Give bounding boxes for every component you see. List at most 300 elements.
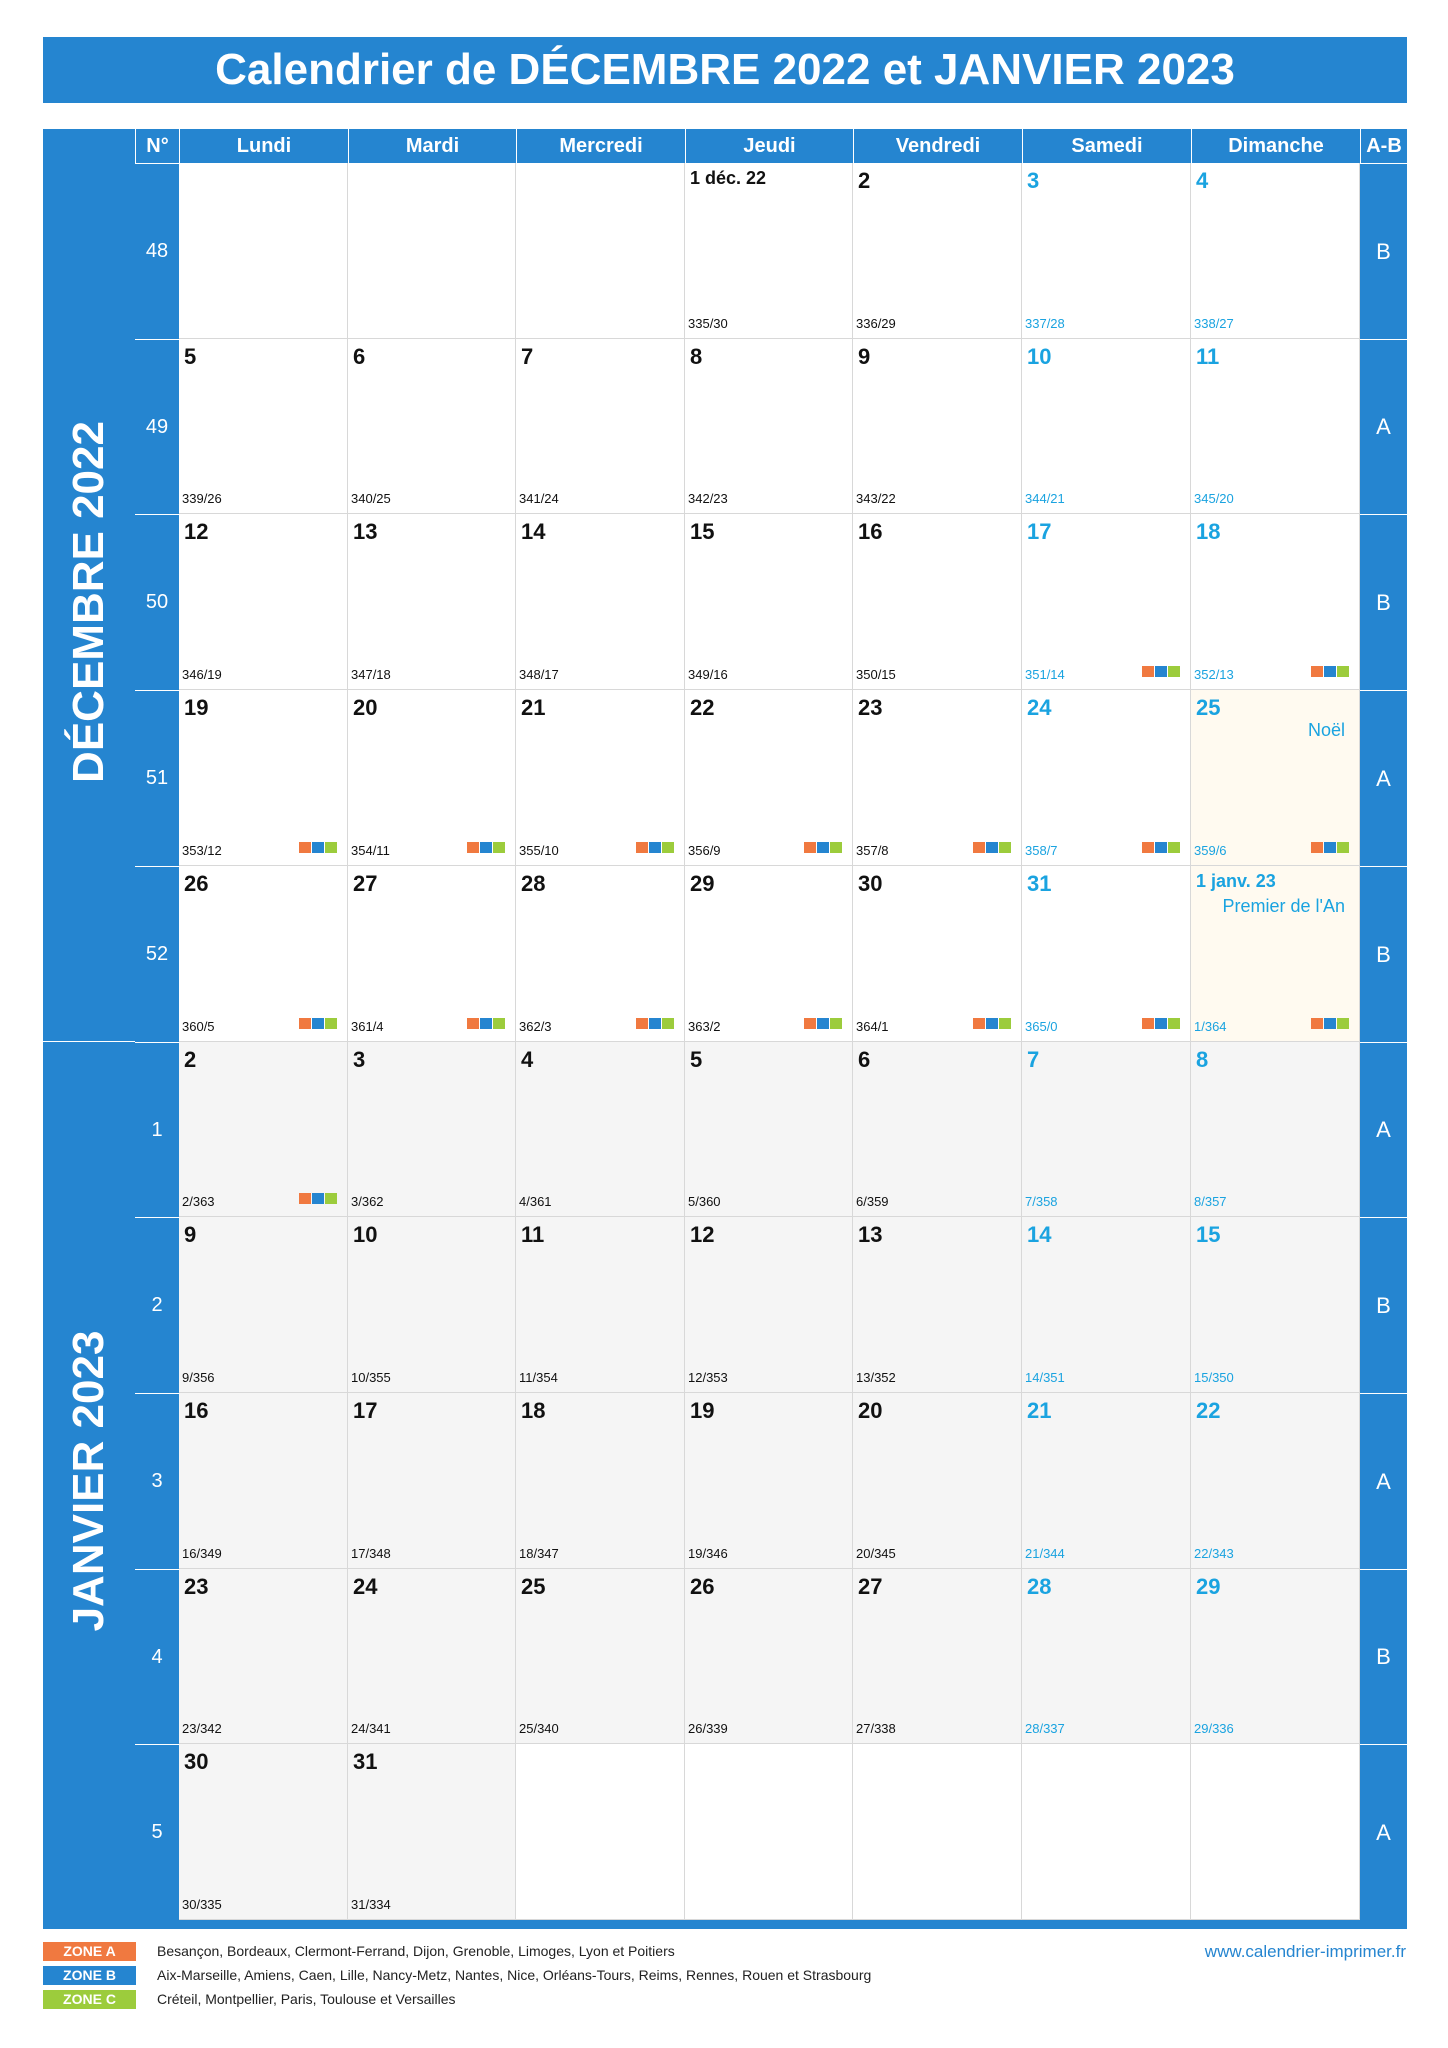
month-band-january [43,1041,135,1920]
zone-c-square [830,1018,842,1029]
day-of-year-counter: 26/339 [688,1721,728,1736]
day-of-year-counter: 4/361 [519,1194,552,1209]
zone-a-square [1311,842,1323,853]
day-cell [1022,1393,1191,1569]
day-cell [853,866,1022,1042]
day-cell [516,1217,685,1393]
school-holiday-zones-marker [467,1018,505,1029]
header-corner [43,129,135,163]
day-cell [179,1042,348,1217]
week-number: 4 [135,1569,179,1744]
day-number: 18 [1196,519,1221,544]
day-number: 5 [690,1047,703,1072]
school-holiday-zones-marker [636,842,674,853]
ab-week-type: A [1360,1744,1407,1920]
day-of-year-counter: 1/364 [1194,1019,1227,1034]
school-holiday-zones-marker [1311,842,1349,853]
zone-c-square [493,1018,505,1029]
website-link[interactable]: www.calendrier-imprimer.fr [1204,1942,1406,1961]
day-number: 17 [353,1398,378,1423]
day-number: 8 [690,344,703,369]
day-number: 15 [1196,1222,1221,1247]
day-number: 24 [353,1574,378,1599]
zone-b-square [649,842,661,853]
day-cell [1191,690,1360,866]
day-cell [179,690,348,866]
day-cell [1022,514,1191,690]
zone-a-square [1311,1018,1323,1029]
day-number: 21 [1027,1398,1052,1423]
zone-b-square [1324,666,1336,677]
zone-c-square [999,1018,1011,1029]
day-of-year-counter: 15/350 [1194,1370,1234,1385]
day-number: 18 [521,1398,546,1423]
day-cell [1022,1217,1191,1393]
zone-a-square [804,1018,816,1029]
day-of-year-counter: 17/348 [351,1546,391,1561]
day-of-year-counter: 28/337 [1025,1721,1065,1736]
calendar-grid [43,129,1407,1920]
day-of-year-counter: 353/12 [182,843,222,858]
zone-c-square [325,1193,337,1204]
day-number: 30 [184,1749,209,1774]
school-holiday-zones-marker [1311,1018,1349,1029]
zone-c-square [325,1018,337,1029]
day-of-year-counter: 30/335 [182,1897,222,1912]
zone-a-square [299,842,311,853]
zone-c-square [493,842,505,853]
day-cell [853,690,1022,866]
holiday-name: Premier de l'An [1222,896,1345,916]
day-of-year-counter: 19/346 [688,1546,728,1561]
day-of-year-counter: 338/27 [1194,316,1234,331]
day-of-year-counter: 345/20 [1194,491,1234,506]
day-of-year-counter: 361/4 [351,1019,384,1034]
day-of-year-counter: 9/356 [182,1370,215,1385]
day-cell [516,690,685,866]
zone-b-square [312,1018,324,1029]
empty-day-cell [516,1744,685,1920]
header-day: Mercredi [516,129,685,163]
day-cell [516,1393,685,1569]
day-cell [516,514,685,690]
zone-a-row [43,1940,943,1964]
day-number: 3 [1027,168,1040,193]
day-number: 30 [858,871,883,896]
day-number: 6 [353,344,366,369]
week-number: 2 [135,1217,179,1393]
empty-day-cell [1191,1744,1360,1920]
header-week-number: N° [135,129,179,163]
day-cell [179,1393,348,1569]
day-cell [685,690,853,866]
day-number: 29 [1196,1574,1221,1599]
day-number: 7 [521,344,534,369]
zone-b-square [817,1018,829,1029]
day-cell [853,1393,1022,1569]
zone-a-square [1311,666,1323,677]
ab-week-type: A [1360,1042,1407,1217]
day-of-year-counter: 346/19 [182,667,222,682]
day-cell [179,1217,348,1393]
school-holiday-zones-marker [1142,666,1180,677]
zone-b-badge: ZONE B [43,1966,136,1985]
day-of-year-counter: 3/362 [351,1194,384,1209]
day-number: 31 [1027,871,1052,896]
day-cell [348,1393,516,1569]
day-of-year-counter: 22/343 [1194,1546,1234,1561]
day-number: 26 [184,871,209,896]
day-cell [516,1569,685,1744]
day-cell [1191,163,1360,339]
day-cell [685,339,853,514]
day-of-year-counter: 365/0 [1025,1019,1058,1034]
day-of-year-counter: 18/347 [519,1546,559,1561]
week-number: 52 [135,866,179,1042]
zone-a-square [299,1018,311,1029]
day-cell [853,1569,1022,1744]
day-number: 16 [858,519,883,544]
month-label: JANVIER 2023 [64,1330,113,1632]
day-cell [179,1569,348,1744]
day-number: 12 [184,519,209,544]
zone-c-square [999,842,1011,853]
day-number: 3 [353,1047,366,1072]
school-holiday-zones-marker [467,842,505,853]
empty-day-cell [853,1744,1022,1920]
day-cell [685,1217,853,1393]
ab-week-type: B [1360,514,1407,690]
day-of-year-counter: 335/30 [688,316,728,331]
zone-a-square [804,842,816,853]
school-holiday-zones-marker [636,1018,674,1029]
day-number: 13 [353,519,378,544]
day-of-year-counter: 364/1 [856,1019,889,1034]
day-cell [1022,163,1191,339]
header-day: Samedi [1022,129,1191,163]
zone-a-square [1142,666,1154,677]
ab-week-type: A [1360,690,1407,866]
zone-b-square [1155,842,1167,853]
day-of-year-counter: 7/358 [1025,1194,1058,1209]
zone-b-square [1324,842,1336,853]
day-number: 1 janv. 23 [1196,871,1276,891]
day-of-year-counter: 359/6 [1194,843,1227,858]
day-number: 23 [858,695,883,720]
day-number: 13 [858,1222,883,1247]
day-of-year-counter: 358/7 [1025,843,1058,858]
empty-day-cell [685,1744,853,1920]
day-of-year-counter: 31/334 [351,1897,391,1912]
day-cell [1022,690,1191,866]
day-cell [348,1744,516,1920]
week-number: 50 [135,514,179,690]
day-cell [516,339,685,514]
day-cell [1191,514,1360,690]
day-cell [1191,1569,1360,1744]
day-cell [685,1393,853,1569]
day-number: 24 [1027,695,1052,720]
day-of-year-counter: 350/15 [856,667,896,682]
empty-day-cell [348,163,516,339]
week-number: 48 [135,163,179,339]
day-cell [348,1042,516,1217]
day-cell [179,339,348,514]
zone-b-cities: Aix-Marseille, Amiens, Caen, Lille, Nancy-Metz, Nantes, Nice, Orléans-Tours, Reims, Rennes, Rouen et Strasbourg [157,1967,872,1983]
day-of-year-counter: 351/14 [1025,667,1065,682]
ab-week-type: B [1360,1569,1407,1744]
school-holiday-zones-marker [973,842,1011,853]
day-of-year-counter: 363/2 [688,1019,721,1034]
day-number: 8 [1196,1047,1209,1072]
day-cell [1022,866,1191,1042]
day-of-year-counter: 10/355 [351,1370,391,1385]
week-number: 3 [135,1393,179,1569]
zone-c-square [662,1018,674,1029]
day-number: 16 [184,1398,209,1423]
day-cell [1022,1569,1191,1744]
day-of-year-counter: 20/345 [856,1546,896,1561]
zone-b-square [817,842,829,853]
ab-week-type: B [1360,866,1407,1042]
day-cell [1191,339,1360,514]
header-day: Lundi [179,129,348,163]
day-cell [853,163,1022,339]
bottom-divider [43,1920,1407,1929]
day-of-year-counter: 24/341 [351,1721,391,1736]
day-number: 22 [690,695,715,720]
week-number: 49 [135,339,179,514]
day-number: 19 [690,1398,715,1423]
day-of-year-counter: 347/18 [351,667,391,682]
ab-week-type: A [1360,1393,1407,1569]
day-of-year-counter: 349/16 [688,667,728,682]
day-cell [853,1042,1022,1217]
zone-c-square [662,842,674,853]
day-of-year-counter: 340/25 [351,491,391,506]
zone-c-square [1337,666,1349,677]
header-day: Mardi [348,129,516,163]
zone-c-square [1168,842,1180,853]
day-cell [179,514,348,690]
day-number: 9 [184,1222,197,1247]
day-number: 2 [184,1047,197,1072]
day-number: 31 [353,1749,378,1774]
day-number: 27 [858,1574,883,1599]
day-cell [685,163,853,339]
day-of-year-counter: 2/363 [182,1194,215,1209]
day-number: 15 [690,519,715,544]
zone-a-square [973,842,985,853]
day-cell [348,866,516,1042]
day-cell [1191,1042,1360,1217]
day-of-year-counter: 339/26 [182,491,222,506]
day-number: 25 [521,1574,546,1599]
day-number: 4 [1196,168,1209,193]
zone-a-square [467,842,479,853]
day-number: 22 [1196,1398,1221,1423]
month-label: DÉCEMBRE 2022 [64,421,113,783]
zone-c-row [43,1988,943,2012]
day-number: 5 [184,344,197,369]
header-day: Dimanche [1191,129,1360,163]
day-cell [348,1217,516,1393]
day-cell [853,514,1022,690]
day-cell [1022,1042,1191,1217]
day-of-year-counter: 336/29 [856,316,896,331]
day-number: 25 [1196,695,1221,720]
day-cell [1191,866,1360,1042]
day-number: 26 [690,1574,715,1599]
day-of-year-counter: 344/21 [1025,491,1065,506]
day-of-year-counter: 337/28 [1025,316,1065,331]
day-cell [348,339,516,514]
zone-c-square [1337,1018,1349,1029]
school-holiday-zones-marker [973,1018,1011,1029]
day-of-year-counter: 354/11 [351,843,390,858]
day-number: 28 [1027,1574,1052,1599]
day-cell [348,690,516,866]
day-of-year-counter: 352/13 [1194,667,1234,682]
school-holiday-zones-marker [804,842,842,853]
day-of-year-counter: 8/357 [1194,1194,1227,1209]
zone-b-square [1155,666,1167,677]
zone-b-square [649,1018,661,1029]
zone-c-square [1168,1018,1180,1029]
day-cell [685,1042,853,1217]
zone-c-badge: ZONE C [43,1990,136,2009]
zone-a-square [973,1018,985,1029]
day-of-year-counter: 356/9 [688,843,721,858]
day-of-year-counter: 27/338 [856,1721,896,1736]
day-cell [853,1217,1022,1393]
school-holiday-zones-marker [299,1018,337,1029]
header-ab: A-B [1360,129,1407,163]
day-cell [685,514,853,690]
holiday-name: Noël [1307,720,1345,740]
ab-week-type: B [1360,1217,1407,1393]
day-of-year-counter: 21/344 [1025,1546,1065,1561]
zone-a-badge: ZONE A [43,1942,136,1961]
day-number: 19 [184,695,209,720]
day-number: 9 [858,344,871,369]
school-holiday-zones-marker [1311,666,1349,677]
school-holiday-zones-marker [1142,1018,1180,1029]
ab-week-type: A [1360,339,1407,514]
day-number: 2 [858,168,871,193]
day-number: 27 [353,871,378,896]
zone-b-square [480,842,492,853]
day-cell [685,866,853,1042]
day-of-year-counter: 14/351 [1025,1370,1065,1385]
day-cell [516,1042,685,1217]
zone-a-square [467,1018,479,1029]
week-number: 5 [135,1744,179,1920]
day-cell [1022,339,1191,514]
day-number: 23 [184,1574,209,1599]
day-of-year-counter: 13/352 [856,1370,896,1385]
day-number: 7 [1027,1047,1040,1072]
day-cell [516,866,685,1042]
day-number: 6 [858,1047,871,1072]
zone-b-square [312,1193,324,1204]
day-cell [853,339,1022,514]
zone-c-square [830,842,842,853]
day-of-year-counter: 360/5 [182,1019,215,1034]
day-of-year-counter: 6/359 [856,1194,889,1209]
zone-b-square [986,842,998,853]
day-number: 10 [353,1222,378,1247]
zone-b-square [480,1018,492,1029]
day-of-year-counter: 341/24 [519,491,559,506]
month-band-december [43,163,135,1041]
day-number: 29 [690,871,715,896]
day-of-year-counter: 23/342 [182,1721,222,1736]
day-of-year-counter: 11/354 [519,1370,558,1385]
day-number: 20 [858,1398,883,1423]
school-holiday-zones-marker [299,1193,337,1204]
day-cell [348,514,516,690]
day-cell [179,1744,348,1920]
empty-day-cell [179,163,348,339]
day-number: 11 [521,1222,545,1247]
day-number: 20 [353,695,378,720]
day-number: 1 déc. 22 [690,168,767,188]
empty-day-cell [516,163,685,339]
zone-c-square [325,842,337,853]
zone-b-square [1155,1018,1167,1029]
header-day: Vendredi [853,129,1022,163]
day-of-year-counter: 357/8 [856,843,889,858]
week-number: 1 [135,1042,179,1217]
day-number: 14 [521,519,546,544]
day-cell [1191,1393,1360,1569]
zone-a-square [636,1018,648,1029]
day-of-year-counter: 348/17 [519,667,559,682]
day-number: 28 [521,871,546,896]
day-cell [1191,1217,1360,1393]
day-number: 12 [690,1222,715,1247]
header-day: Jeudi [685,129,853,163]
day-of-year-counter: 342/23 [688,491,728,506]
day-number: 11 [1196,344,1220,369]
day-of-year-counter: 12/353 [688,1370,728,1385]
school-holiday-zones-marker [1142,842,1180,853]
zone-a-square [299,1193,311,1204]
day-of-year-counter: 5/360 [688,1194,721,1209]
page-title: Calendrier de DÉCEMBRE 2022 et JANVIER 2023 [43,37,1407,103]
zone-c-cities: Créteil, Montpellier, Paris, Toulouse et Versailles [157,1991,456,2007]
day-cell [179,866,348,1042]
day-of-year-counter: 362/3 [519,1019,552,1034]
school-holiday-zones-marker [804,1018,842,1029]
zone-a-square [1142,842,1154,853]
day-of-year-counter: 343/22 [856,491,896,506]
day-cell [348,1569,516,1744]
day-cell [685,1569,853,1744]
zone-b-square [1324,1018,1336,1029]
school-holiday-zones-marker [299,842,337,853]
day-number: 17 [1027,519,1052,544]
zone-b-row [43,1964,943,1988]
zone-b-square [312,842,324,853]
day-number: 10 [1027,344,1052,369]
ab-week-type: B [1360,163,1407,339]
empty-day-cell [1022,1744,1191,1920]
day-number: 21 [521,695,546,720]
day-of-year-counter: 16/349 [182,1546,222,1561]
zone-a-square [636,842,648,853]
